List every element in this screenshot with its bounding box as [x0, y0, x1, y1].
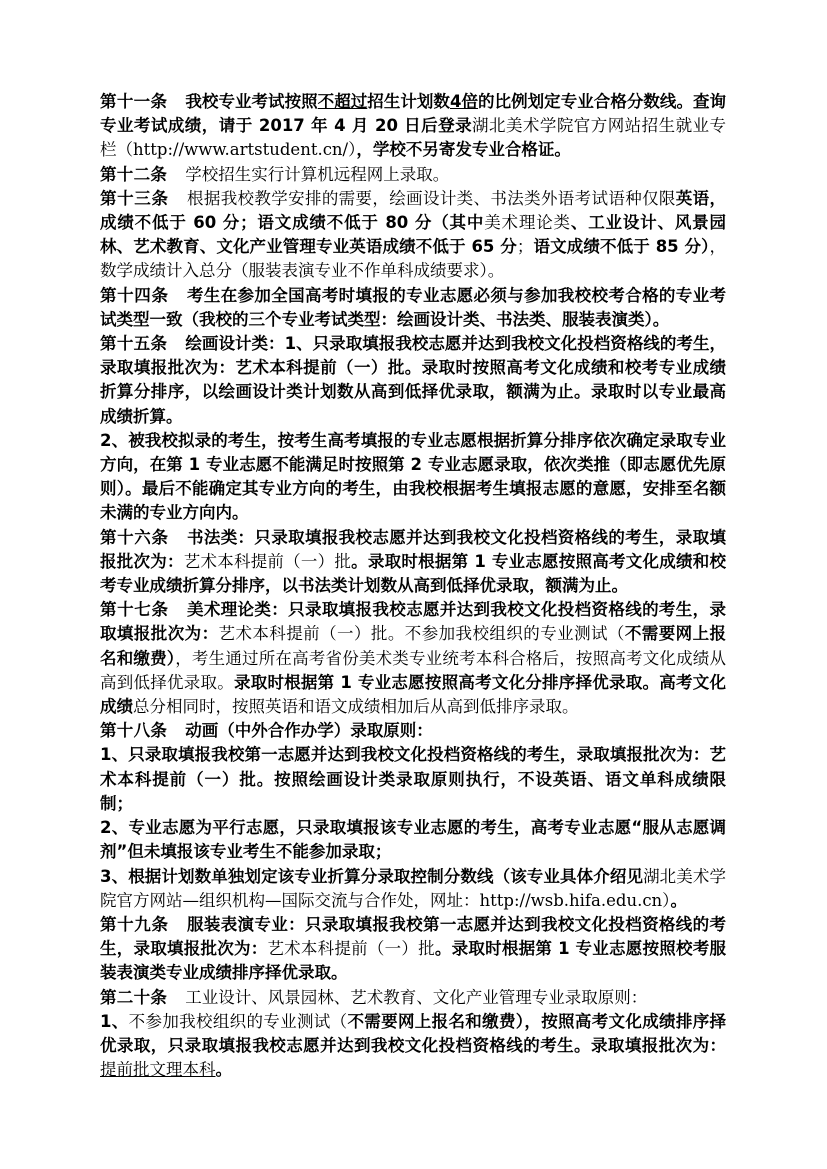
article-17-text: 不需要网上报名和缴费） [100, 624, 727, 668]
article-20-item-1-text: 不需要网上报名和缴费） [347, 1011, 525, 1031]
article-18 [100, 719, 726, 743]
article-13-title: 第十三条 [100, 188, 169, 208]
article-20-item-1-text: ，按照高考文化成绩排序择优录取，只录取填报我校志愿并达到我校文化投档资格线的考生。录取填报批次为： [100, 1011, 727, 1055]
article-12 [100, 163, 726, 187]
article-16-text: 书法类：只录取填报我校志愿并达到我校文化投档资格线的考生，录取填报批次为： [100, 527, 726, 571]
article-19-text: 服装表演专业：只录取填报我校第一志愿并达到我校文化投档资格线的考生，录取填报批次为： [100, 914, 726, 959]
article-15-item-2 [100, 429, 726, 526]
article-12-text: 学校招生实行计算机远程网上录取。 [185, 164, 450, 184]
article-12-title: 第十二条 [100, 164, 168, 184]
article-17-text: 。不参加我校组织的专业测试（ [387, 624, 625, 644]
article-18-title: 第十八条 [100, 721, 168, 741]
article-13-text: 美术理论类 [484, 213, 571, 233]
article-18-text: 动画（中外合作办学）录取原则： [185, 721, 433, 741]
article-15-text: 绘画设计类：1、只录取填报我校志愿并达到我校文化投档资格线的考生，录取填报批次为：艺术本科提前（一）批。录取时按照高考文化成绩和校考专业成绩折算分排序，以绘画设计类计划数从高到低择优录取，额满为止。录取时以专业最高成绩折算。 [100, 334, 726, 426]
article-19-text: 艺术本科提前（一）批 [267, 939, 435, 959]
article-20-item-1-text: 。 [215, 1060, 232, 1080]
article-18-item-2 [100, 816, 726, 864]
article-11 [100, 90, 726, 163]
article-18-item-3-text: 3、根据计划数单独划定该专业折算分录取控制分数线（该专业具体介绍见 [100, 866, 644, 886]
article-13-text: 英语，成绩不低于 60 分；语文成绩不低于 80 分（其中 [100, 188, 727, 233]
article-14-text: 考生在参加全国高考时填报的专业志愿必须与参加我校校考合格的专业考试类型一致（我校的三个专业考试类型：绘画设计类、书法类、服装表演类）。 [100, 285, 726, 329]
article-11-title: 第十一条 [100, 92, 168, 111]
article-16-text: 艺术本科提前（一）批 [183, 551, 352, 571]
article-11-underlined-ratio: 4倍 [449, 92, 479, 111]
article-15-item-2-text: 2、被我校拟录的考生，按考生高考填报的专业志愿根据折算分排序依次确定录取专业方向，在第 1 专业志愿不能满足时按照第 2 专业志愿录取，依次类推（即志愿优先原则）。最后不能确定其专业方向的考生，由我校根据考生填报志愿的意愿，安排至名额未满的专业方向内。 [100, 430, 726, 523]
article-20-item-1 [100, 1010, 726, 1083]
article-17 [100, 598, 726, 719]
article-18-item-2-text: 2、专业志愿为平行志愿，只录取填报该专业志愿的考生，高考专业志愿“服从志愿调剂”但未填报该专业考生不能参加录取； [100, 818, 726, 862]
article-18-item-3-text: 。 [670, 890, 687, 910]
article-11-text: 招生计划数 [367, 92, 450, 111]
article-13-text: ，数学成绩计入总分（服装表演专业不作单科成绩要求）。 [100, 237, 726, 281]
article-16-text: 。录取时根据第 1 专业志愿按照高考文化成绩和校考专业成绩折算分排序，以书法类计划数从高到低择优录取，额满为止。 [100, 551, 726, 596]
article-20-item-1-text: 1、 [100, 1011, 129, 1031]
article-19-text: 。录取时根据第 1 专业志愿按照校考服装表演类专业成绩排序择优录取。 [100, 939, 726, 983]
article-18-item-1 [100, 743, 726, 816]
document-page [100, 90, 726, 1082]
article-20-text: 工业设计、风景园林、艺术教育、文化产业管理专业录取原则： [185, 987, 648, 1007]
article-13-text: ； [516, 237, 534, 257]
article-13 [100, 187, 726, 284]
article-18-item-3 [100, 865, 726, 913]
article-20-item-1-text: 不参加我校组织的专业测试（ [128, 1011, 348, 1031]
article-13-text: 根据我校教学安排的需要，绘画设计类、书法类外语考试语种仅限 [186, 188, 676, 208]
article-17-text: ，考生通过所在高考省份美术类专业统考本科合格后，按照高考文化成绩从高到低择优录取。 [100, 648, 727, 692]
article-11-text: 的比例划定专业合格分数线。查询专业考试成绩，请于 2017 年 4 月 20 日后登录 [100, 92, 727, 136]
article-20-title: 第二十条 [100, 987, 168, 1007]
article-13-text: 语文成绩不低于 85 分） [533, 237, 710, 257]
article-20 [100, 986, 726, 1010]
article-14 [100, 284, 726, 332]
article-17-text: 美术理论类：只录取填报我校志愿并达到我校文化投档资格线的考生，录取填报批次为： [100, 600, 726, 644]
article-18-website: 湖北美术学院官方网站—组织机构—国际交流与合作处，网址：http://wsb.hifa.edu.cn） [100, 866, 726, 910]
article-19 [100, 913, 726, 986]
article-17-text: 艺术本科提前（一）批 [218, 624, 388, 644]
article-16 [100, 526, 726, 599]
article-11-text: 我校专业考试按照 [185, 92, 318, 111]
article-17-title: 第十七条 [100, 600, 169, 620]
article-15-title: 第十五条 [100, 334, 168, 354]
article-20-underlined-batch: 提前批文理本科 [100, 1060, 216, 1080]
article-17-text: 录取时根据第 1 专业志愿按照高考文化分排序择优录取。高考文化成绩 [100, 672, 726, 717]
article-19-title: 第十九条 [100, 914, 169, 934]
article-11-website: 湖北美术学院官方网站招生就业专栏（http://www.artstudent.cn/） [100, 116, 726, 160]
article-14-title: 第十四条 [100, 285, 169, 305]
article-16-title: 第十六条 [100, 527, 169, 547]
article-11-underlined-limit: 不超过 [317, 92, 368, 111]
article-13-text: 、工业设计、风景园林、艺术教育、文化产业管理专业英语成绩不低于 65 分 [100, 213, 727, 257]
article-11-text: ，学校不另寄发专业合格证。 [356, 140, 571, 160]
article-17-text: 总分相同时，按照英语和语文成绩相加后从高到低排序录取。 [133, 697, 579, 717]
article-18-item-1-text: 1、只录取填报我校第一志愿并达到我校文化投档资格线的考生，录取填报批次为：艺术本科提前（一）批。按照绘画设计类录取原则执行，不设英语、语文单科成绩限制； [100, 745, 726, 813]
article-15 [100, 332, 726, 429]
